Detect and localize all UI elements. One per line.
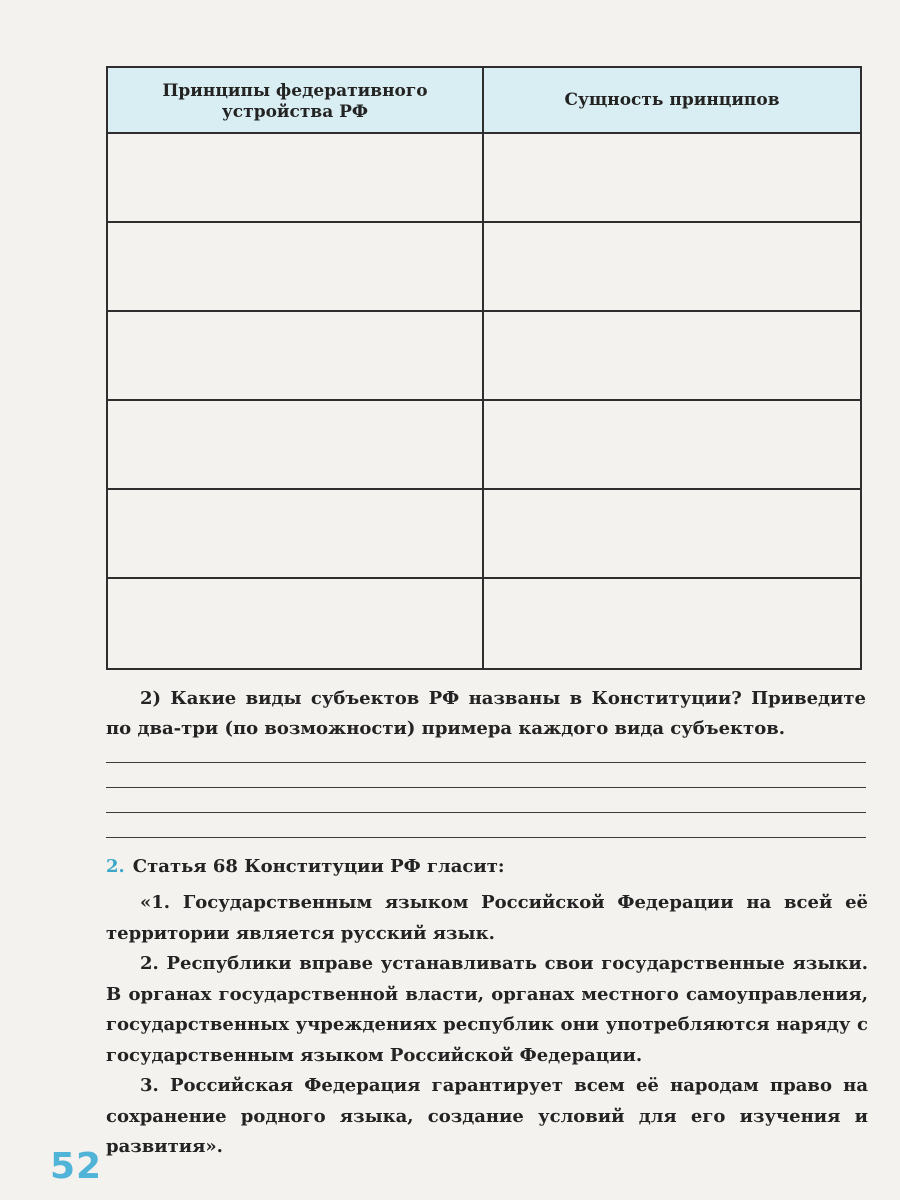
table-header-essence-label: Сущность принципов — [564, 90, 780, 110]
answer-line[interactable] — [106, 787, 866, 788]
table-cell-essence-6[interactable] — [484, 579, 860, 668]
quote-paragraph-1: «1. Государственным языком Российской Федерации на всей её территории является русский язык. — [106, 892, 868, 944]
table-cell-essence-3[interactable] — [484, 312, 860, 401]
task-2-intro: Статья 68 Конституции РФ гласит: — [132, 856, 505, 877]
table-header-principles-label: Принципы федеративного устройства РФ — [162, 80, 428, 122]
answer-lines[interactable] — [106, 762, 866, 862]
table-cell-essence-4[interactable] — [484, 401, 860, 490]
table-cell-principle-2[interactable] — [108, 223, 484, 312]
table-cell-essence-2[interactable] — [484, 223, 860, 312]
question-2-text: 2) Какие виды субъектов РФ названы в Конституции? Приведите по два-три (по возможности) примера каждого вида субъектов. — [106, 688, 866, 739]
quote-paragraph-2: 2. Республики вправе устанавливать свои государственные языки. В органах государственной власти, органах местного самоуправления, государственных учреждениях республик они употребляются наряду с государственным языком Российской Федерации. — [106, 953, 868, 1066]
table-cell-essence-1[interactable] — [484, 134, 860, 223]
table-cell-principle-4[interactable] — [108, 401, 484, 490]
task-2-number: 2. — [106, 856, 125, 877]
table-header-essence — [484, 68, 860, 134]
answer-line[interactable] — [106, 762, 866, 763]
table-cell-principle-6[interactable] — [108, 579, 484, 668]
principles-table — [106, 66, 862, 670]
question-2 — [106, 684, 866, 744]
table-cell-principle-1[interactable] — [108, 134, 484, 223]
task-2-heading — [106, 852, 866, 882]
page-number: 52 — [50, 1146, 103, 1187]
table-cell-principle-5[interactable] — [108, 490, 484, 579]
table-cell-principle-3[interactable] — [108, 312, 484, 401]
answer-line[interactable] — [106, 812, 866, 813]
table-cell-essence-5[interactable] — [484, 490, 860, 579]
article-68-quote — [106, 888, 868, 1163]
quote-paragraph-3: 3. Российская Федерация гарантирует всем её народам право на сохранение родного языка, создание условий для его изучения и развития». — [106, 1075, 868, 1157]
table-header-principles — [108, 68, 484, 134]
answer-line[interactable] — [106, 837, 866, 838]
